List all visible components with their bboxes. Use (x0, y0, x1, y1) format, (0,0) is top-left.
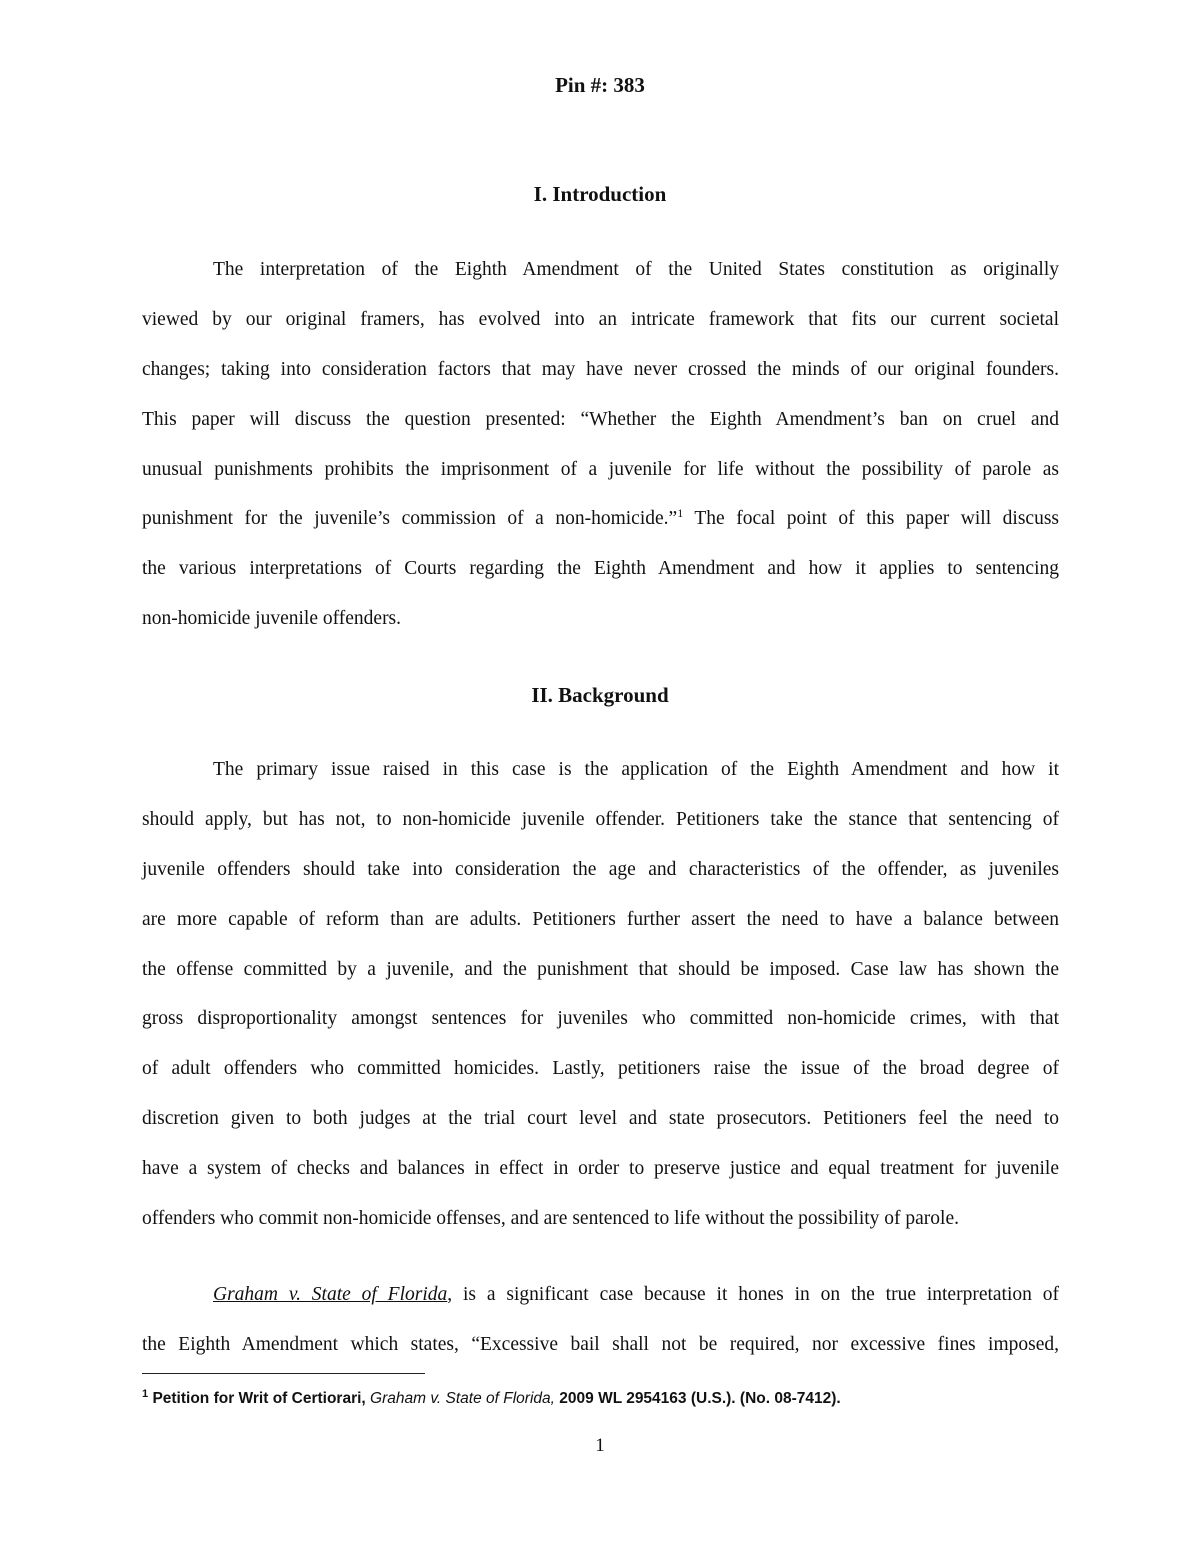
paragraph-line: the various interpretations of Courts regarding the Eighth Amendment and how it applies to sentencing (142, 558, 1059, 580)
footnote (142, 1390, 1059, 1408)
page-number: 1 (595, 1435, 605, 1456)
paragraph-line: The primary issue raised in this case is the application of the Eighth Amendment and how it (213, 759, 1059, 780)
paragraph-line: offenders who commit non-homicide offenses, and are sentenced to life without the possibility of parole. (142, 1208, 959, 1230)
introduction-heading: I. Introduction (533, 182, 667, 206)
case-name-graham: Graham v. State of Florida (213, 1284, 448, 1305)
paragraph-line: unusual punishments prohibits the imprisonment of a juvenile for life without the possibility of parole as (142, 458, 1059, 480)
paragraph-line: are more capable of reform than are adults. Petitioners further assert the need to have a balance between (142, 908, 1059, 930)
pin-number: Pin #: 383 (555, 73, 645, 97)
footnote-text-rest: 2009 WL 2954163 (U.S.). (No. 08-7412). (559, 1390, 841, 1407)
paragraph-line (142, 1285, 1059, 1335)
line-text: , is a significant case because it hones in on the true interpretation of (447, 1284, 1059, 1305)
footnote-reference: 1 (677, 506, 684, 521)
paragraph-line: discretion given to both judges at the trial court level and state prosecutors. Petitioners feel the need to (142, 1108, 1059, 1130)
line-text: punishment for the juvenile’s commission of a non-homicide.” (142, 508, 678, 530)
background-paragraph (142, 760, 1059, 1259)
footnote-case-name: Graham v. State of Florida, (370, 1390, 555, 1407)
paragraph-line: have a system of checks and balances in effect in order to preserve justice and equal treatment for juvenile (142, 1158, 1059, 1180)
paragraph-line: gross disproportionality amongst sentences for juveniles who committed non-homicide crimes, with that (142, 1008, 1059, 1030)
paragraph-line: non-homicide juvenile offenders. (142, 608, 402, 630)
paragraph-line: the offense committed by a juvenile, and the punishment that should be imposed. Case law has shown the (142, 958, 1059, 980)
graham-paragraph (142, 1285, 1059, 1385)
footnote-separator (142, 1373, 425, 1374)
paragraph-line: The interpretation of the Eighth Amendment of the United States constitution as originally (213, 259, 1059, 280)
paragraph-line: changes; taking into consideration factors that may have never crossed the minds of our original founders. (142, 358, 1059, 380)
paragraph-line: should apply, but has not, to non-homicide juvenile offender. Petitioners take the stance that sentencing of (142, 808, 1059, 830)
paragraph-line: of adult offenders who committed homicides. Lastly, petitioners raise the issue of the broad degree of (142, 1058, 1059, 1080)
background-heading: II. Background (531, 683, 669, 707)
introduction-paragraph (142, 260, 1059, 659)
paragraph-line: viewed by our original framers, has evolved into an intricate framework that fits our current societal (142, 308, 1059, 330)
paragraph-line: the Eighth Amendment which states, “Excessive bail shall not be required, nor excessive fines imposed, (142, 1333, 1059, 1355)
footnote-text-bold: Petition for Writ of Certiorari, (152, 1390, 366, 1407)
footnote-marker: 1 (142, 1388, 149, 1400)
paragraph-line (142, 506, 1059, 559)
paragraph-line: juvenile offenders should take into consideration the age and characteristics of the offender, as juveniles (142, 858, 1059, 880)
line-text: The focal point of this paper will discuss (683, 508, 1059, 530)
paragraph-line: This paper will discuss the question presented: “Whether the Eighth Amendment’s ban on cruel and (142, 408, 1059, 430)
